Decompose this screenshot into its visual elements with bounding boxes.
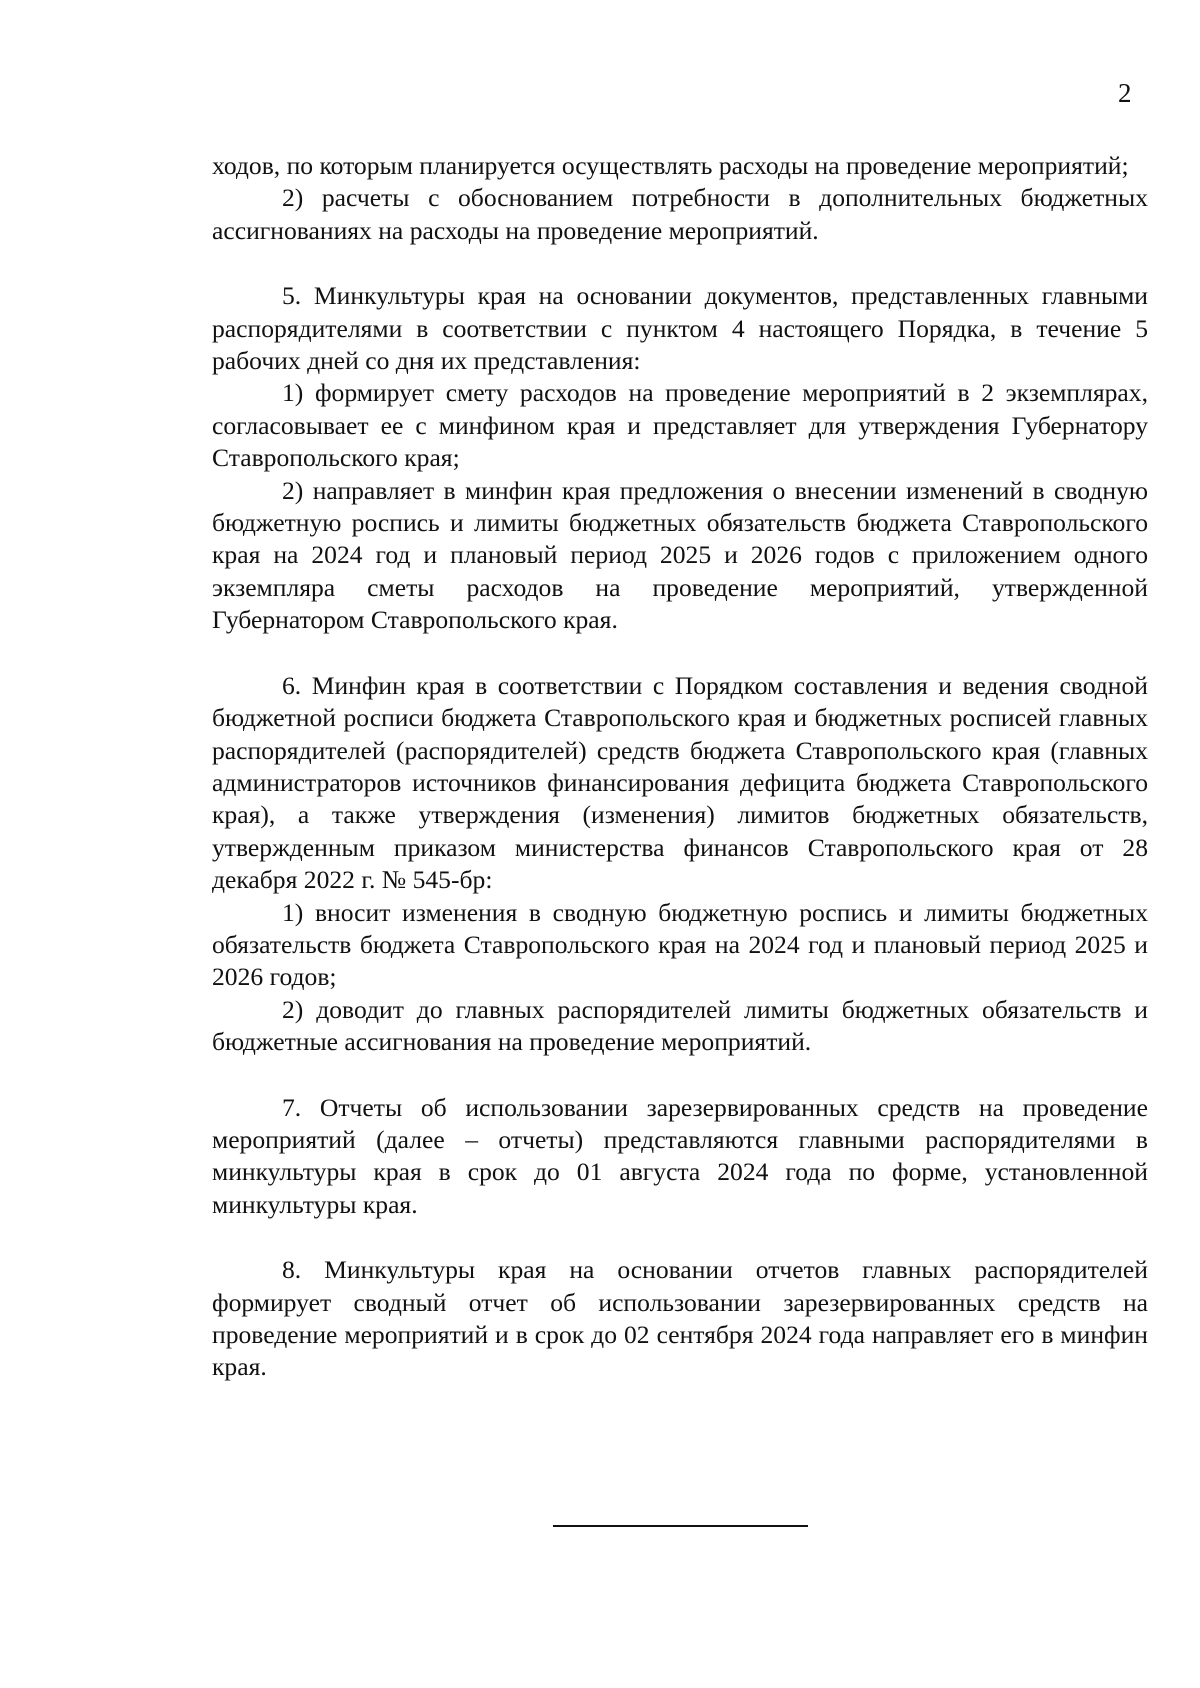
- paragraph-6-item-2: 2) доводит до главных распорядителей лимиты бюджетных обязательств и бюджетные ассигнования на проведение мероприятий.: [212, 994, 1148, 1057]
- paragraph-5-item-2: 2) направляет в минфин края предложения о внесении изменений в сводную бюджетную роспись и лимиты бюджетных обязательств бюджета Ставропольского края на 2024 год и плановый период 2025 и 2026 годов с приложением одного экземпляра сметы расходов на проведение мероприятий, утвержденной Губернатором Ставропольского края.: [212, 475, 1148, 635]
- page-number: 2: [1118, 78, 1132, 108]
- paragraph-6: 6. Минфин края в соответствии с Порядком составления и ведения сводной бюджетной росписи бюджета Ставропольского края и бюджетных росписей главных распорядителей (распорядителей) средств бюджета Ставропольского края (главных администраторов источников финансирования дефицита бюджета Ставропольского края), а также утверждения (изменения) лимитов бюджетных обязательств, утвержденным приказом министерства финансов Ставропольского края от 28 декабря 2022 г. № 545-бр:: [212, 670, 1148, 895]
- paragraph-7: 7. Отчеты об использовании зарезервированных средств на проведение мероприятий (далее – отчеты) представляются главными распорядителями в минкультуры края в срок до 01 августа 2024 года по форме, установленной минкультуры края.: [212, 1092, 1148, 1219]
- paragraph-5-item-1: 1) формирует смету расходов на проведение мероприятий в 2 экземплярах, согласовывает ее с минфином края и представляет для утверждения Губернатору Ставропольского края;: [212, 378, 1148, 473]
- end-of-document-rule: [553, 1525, 808, 1527]
- paragraph-5: 5. Минкультуры края на основании документов, представленных главными распорядителями в соответствии с пунктом 4 настоящего Порядка, в течение 5 рабочих дней со дня их представления:: [212, 281, 1148, 376]
- paragraph-8: 8. Минкультуры края на основании отчетов главных распорядителей формирует сводный отчет об использовании зарезервированных средств на проведение мероприятий и в срок до 02 сентября 2024 года направляет его в минфин края.: [212, 1255, 1148, 1382]
- paragraph-6-item-1: 1) вносит изменения в сводную бюджетную роспись и лимиты бюджетных обязательств бюджета Ставропольского края на 2024 год и плановый период 2025 и 2026 годов;: [212, 897, 1148, 992]
- paragraph-continuation: ходов, по которым планируется осуществлять расходы на проведение мероприятий;: [212, 151, 1129, 180]
- document-body: [212, 150, 1148, 1384]
- paragraph-4-item-2: 2) расчеты с обоснованием потребности в дополнительных бюджетных ассигнованиях на расходы на проведение мероприятий.: [212, 183, 1148, 245]
